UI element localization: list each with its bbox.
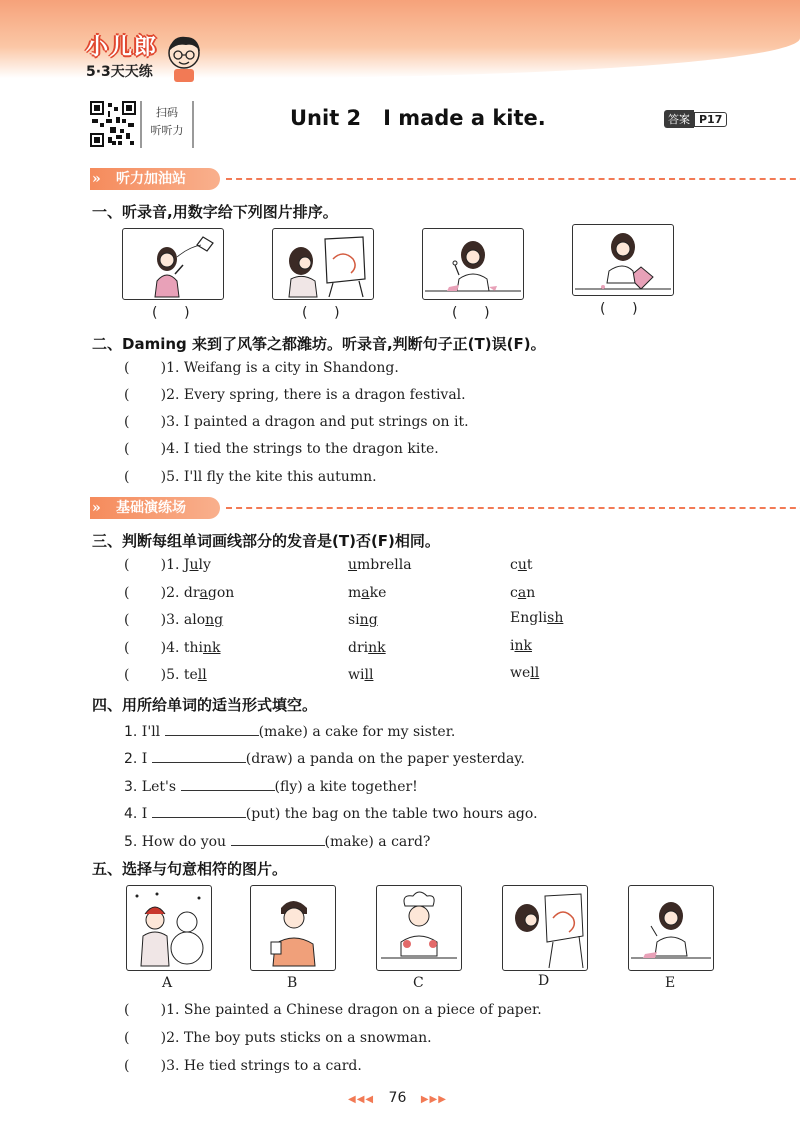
girl-kite-making-illustration-icon bbox=[573, 225, 673, 295]
answer-blank[interactable] bbox=[165, 721, 259, 736]
phonics-word: drink bbox=[348, 640, 386, 656]
section5-heading: 五、选择与句意相符的图片。 bbox=[92, 860, 288, 878]
brand-name: 小儿郎 bbox=[86, 35, 159, 60]
match-item[interactable]: ( )1. She painted a Chinese dragon on a piece of paper. bbox=[124, 1002, 542, 1018]
fill-blank-item: 3. Let's (fly) a kite together! bbox=[124, 776, 418, 795]
triangle-right-icon: ▶▶▶ bbox=[420, 1094, 447, 1105]
scan-label-line1: 扫码 bbox=[156, 106, 178, 119]
banner-divider bbox=[226, 507, 800, 509]
section2-heading: 二、Daming 来到了风筝之都潍坊。听录音,判断句子正(T)误(F)。 bbox=[92, 335, 546, 353]
scan-label-line2: 听听力 bbox=[150, 124, 184, 137]
answer-page-ref: P17 bbox=[694, 112, 727, 127]
double-chevron-icon: » bbox=[92, 171, 101, 187]
picture-girl-cutting-paper bbox=[422, 228, 524, 300]
phonics-word: umbrella bbox=[348, 557, 412, 573]
phonics-word: make bbox=[348, 585, 387, 601]
tf-item[interactable]: ( )1. Weifang is a city in Shandong. bbox=[124, 360, 399, 376]
phonics-row-5[interactable]: ( )5. tell bbox=[124, 667, 207, 683]
section4-heading: 四、用所给单词的适当形式填空。 bbox=[92, 696, 318, 714]
answer-blank[interactable] bbox=[231, 831, 325, 846]
tf-item[interactable]: ( )2. Every spring, there is a dragon festival. bbox=[124, 387, 466, 403]
fill-blank-item: 5. How do you (make) a card? bbox=[124, 831, 430, 850]
girl-cutting-illustration-icon bbox=[629, 886, 713, 970]
banner-label: 基础演练场 bbox=[90, 497, 220, 519]
phonics-word: well bbox=[510, 665, 540, 681]
section3-heading: 三、判断每组单词画线部分的发音是(T)否(F)相同。 bbox=[92, 532, 440, 550]
answer-paren[interactable]: ( ) bbox=[302, 305, 340, 321]
phonics-word: cut bbox=[510, 557, 533, 573]
picture-c-chef-girl bbox=[376, 885, 462, 971]
brand-subtitle: 5·3天天练 bbox=[86, 64, 153, 80]
picture-e-girl-cutting bbox=[628, 885, 714, 971]
answer-tag: 答案 bbox=[664, 110, 694, 128]
picture-d-girl-painting bbox=[502, 885, 588, 971]
section1-heading: 一、听录音,用数字给下列图片排序。 bbox=[92, 203, 338, 221]
phonics-row-1[interactable]: ( )1. July bbox=[124, 557, 211, 573]
banner-label: 听力加油站 bbox=[90, 168, 220, 190]
page-number: 76 bbox=[388, 1090, 407, 1106]
match-item[interactable]: ( )2. The boy puts sticks on a snowman. bbox=[124, 1030, 432, 1046]
tf-item[interactable]: ( )3. I painted a dragon and put strings on it. bbox=[124, 414, 469, 430]
answer-paren[interactable]: ( ) bbox=[152, 305, 190, 321]
option-letter: A bbox=[162, 975, 173, 991]
phonics-word: sing bbox=[348, 612, 378, 628]
answer-paren[interactable]: ( ) bbox=[452, 305, 490, 321]
girl-painting-illustration-icon bbox=[503, 886, 587, 970]
tf-item[interactable]: ( )5. I'll fly the kite this autumn. bbox=[124, 469, 377, 485]
option-letter: B bbox=[287, 975, 298, 991]
phonics-row-3[interactable]: ( )3. along bbox=[124, 612, 224, 628]
phonics-word: ink bbox=[510, 638, 532, 654]
girl-painting-illustration-icon bbox=[273, 229, 373, 299]
double-chevron-icon: » bbox=[92, 500, 101, 516]
picture-girl-flying-kite bbox=[122, 228, 224, 300]
chef-girl-illustration-icon bbox=[377, 886, 461, 970]
match-item[interactable]: ( )3. He tied strings to a card. bbox=[124, 1058, 362, 1074]
picture-b-boy-crafting bbox=[250, 885, 336, 971]
banner-divider bbox=[226, 178, 800, 180]
phonics-row-2[interactable]: ( )2. dragon bbox=[124, 585, 235, 601]
mascot-icon bbox=[164, 33, 204, 83]
phonics-word: will bbox=[348, 667, 374, 683]
fill-blank-item: 2. I (draw) a panda on the paper yesterday. bbox=[124, 748, 525, 767]
phonics-word: can bbox=[510, 585, 536, 601]
qr-code-icon[interactable] bbox=[90, 101, 136, 147]
answer-page-badge bbox=[664, 110, 727, 128]
picture-girl-making-kite bbox=[572, 224, 674, 296]
fill-blank-item: 1. I'll (make) a cake for my sister. bbox=[124, 721, 455, 740]
scan-to-listen-label bbox=[140, 101, 194, 148]
girl-kite-illustration-icon bbox=[123, 229, 223, 299]
option-letter: E bbox=[665, 975, 676, 991]
option-letter: D bbox=[538, 973, 550, 989]
option-letter: C bbox=[413, 975, 424, 991]
tf-item[interactable]: ( )4. I tied the strings to the dragon kite. bbox=[124, 441, 439, 457]
page-footer bbox=[348, 1090, 447, 1106]
answer-blank[interactable] bbox=[152, 748, 246, 763]
kids-snowman-illustration-icon bbox=[127, 886, 211, 970]
boy-crafting-illustration-icon bbox=[251, 886, 335, 970]
page-title: Unit 2 I made a kite. bbox=[290, 106, 546, 130]
answer-paren[interactable]: ( ) bbox=[600, 301, 638, 317]
phonics-word: English bbox=[510, 610, 564, 626]
phonics-row-4[interactable]: ( )4. think bbox=[124, 640, 221, 656]
picture-a-snowman bbox=[126, 885, 212, 971]
brand-logo bbox=[86, 30, 158, 81]
fill-blank-item: 4. I (put) the bag on the table two hours ago. bbox=[124, 803, 538, 822]
triangle-left-icon: ◀◀◀ bbox=[348, 1094, 375, 1105]
picture-girl-painting bbox=[272, 228, 374, 300]
girl-cutting-illustration-icon bbox=[423, 229, 523, 299]
answer-blank[interactable] bbox=[152, 803, 246, 818]
answer-blank[interactable] bbox=[181, 776, 275, 791]
